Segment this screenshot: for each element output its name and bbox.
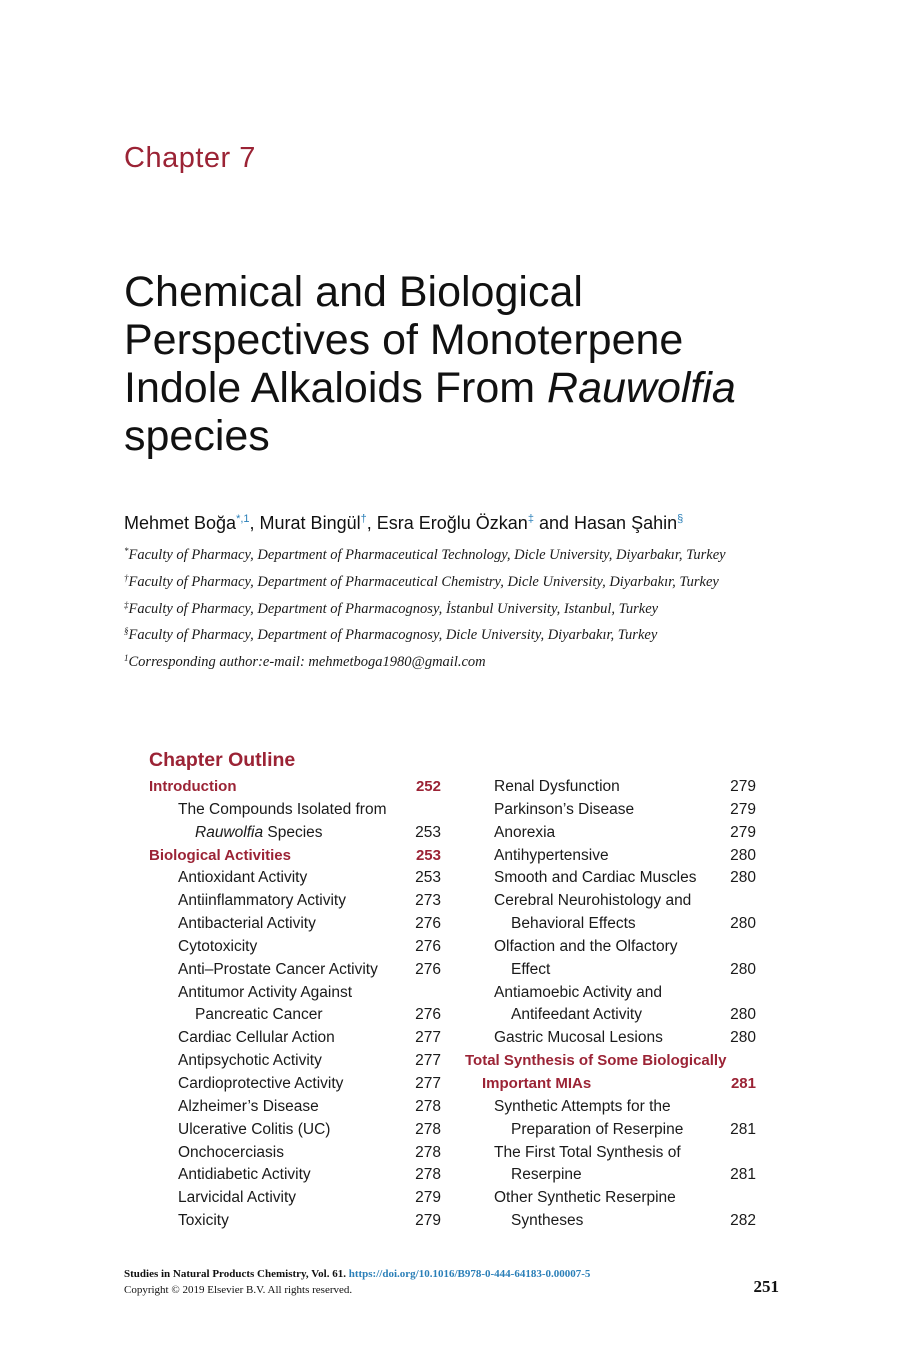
toc-page: 277 (415, 1029, 441, 1047)
toc-page: 282 (730, 1212, 756, 1230)
title-line: Chemical and Biological (124, 268, 583, 316)
affiliation: †Faculty of Pharmacy, Department of Pharmaceutical Chemistry, Dicle University, Diyarbakır, Turkey (124, 572, 719, 590)
toc-entry-link[interactable]: Renal Dysfunction 279 (465, 776, 756, 799)
author-connector: and (538, 513, 570, 533)
toc-page: 276 (415, 1006, 441, 1024)
toc-page: 280 (730, 846, 756, 864)
author-name: Esra Eroğlu Özkan (376, 513, 528, 533)
corresponding-author: $^1$Corresponding author:e-mail: mehmetboga1980@gmail.com (124, 653, 486, 671)
toc-entry-link[interactable]: Antipsychotic Activity 277 (149, 1050, 441, 1073)
author-mark[interactable]: ‡ (527, 513, 534, 525)
affiliation-mark: † (124, 572, 129, 583)
toc-entry-link[interactable]: Toxicity 279 (149, 1210, 441, 1233)
toc-entry-link[interactable]: Cytotoxicity 276 (149, 936, 441, 959)
toc-entry-link[interactable]: Smooth and Cardiac Muscles 280 (465, 867, 756, 890)
affiliation-mark: § (124, 626, 129, 637)
toc-entry-link[interactable]: Parkinson’s Disease 279 (465, 799, 756, 822)
toc-entry-link[interactable]: Alzheimer’s Disease 278 (149, 1096, 441, 1119)
toc-page: 280 (730, 1006, 756, 1024)
toc-entry-link[interactable]: Antidiabetic Activity 278 (149, 1164, 441, 1187)
toc-entry-link[interactable]: Onchocerciasis 278 (149, 1142, 441, 1165)
author-list: Mehmet Boğa$^{*,1}$, Murat Bingül†, Esra Eroğlu Özkan‡ and Hasan Şahin§ (124, 513, 684, 533)
toc-entry-link[interactable]: Cardioprotective Activity 277 (149, 1073, 441, 1096)
title-line: Indole Alkaloids From Rauwolfia (124, 364, 736, 412)
page-footer (124, 1266, 780, 1298)
affiliation-mark: 1 (124, 653, 129, 664)
genus-name: Rauwolfia (547, 364, 736, 412)
toc-entry-link[interactable]: Antitumor Activity Against Pancreatic Cancer 276 (149, 982, 441, 1028)
toc-page: 273 (415, 892, 441, 910)
chapter-title (124, 268, 824, 460)
toc-entry-link[interactable]: Antihypertensive 280 (465, 845, 756, 868)
toc-entry-link[interactable]: Antiinflammatory Activity 273 (149, 890, 441, 913)
author-name: Hasan Şahin (574, 513, 678, 533)
affiliation-mark: * (124, 546, 129, 556)
affiliation: ‡Faculty of Pharmacy, Department of Pharmacognosy, İstanbul University, Istanbul, Turkey (124, 599, 659, 617)
toc-entry-link[interactable]: Cerebral Neurohistology and Behavioral Effects 280 (465, 890, 756, 936)
toc-page: 276 (415, 915, 441, 933)
toc-page: 280 (730, 1029, 756, 1047)
toc-entry-link[interactable]: Cardiac Cellular Action 277 (149, 1027, 441, 1050)
page-number: 251 (753, 1277, 779, 1296)
toc-page: 281 (730, 1166, 756, 1184)
author-mark[interactable]: § (677, 513, 684, 525)
toc-entry-link[interactable]: Ulcerative Colitis (UC) 278 (149, 1119, 441, 1142)
toc-page: 278 (415, 1143, 441, 1161)
title-line: species (124, 412, 270, 460)
toc-page: 280 (730, 960, 756, 978)
outline-column-left (149, 776, 441, 1233)
author-mark[interactable]: *,1 (236, 513, 250, 525)
toc-page: 279 (730, 823, 756, 841)
toc-page: 252 (415, 778, 441, 795)
toc-page: 276 (415, 937, 441, 955)
toc-section-link[interactable]: Biological Activities 253 (149, 845, 441, 868)
journal-name: Studies in Natural Products Chemistry, Vol. 61. (124, 1268, 346, 1280)
toc-page: 278 (415, 1097, 441, 1115)
affiliations (124, 540, 784, 674)
toc-entry-link[interactable]: Antibacterial Activity 276 (149, 913, 441, 936)
toc-entry-link[interactable]: Synthetic Attempts for the Preparation of Reserpine 281 (465, 1096, 756, 1142)
author-name: Murat Bingül (259, 513, 361, 533)
footer-citation (124, 1266, 780, 1282)
toc-page: 253 (415, 846, 441, 864)
toc-page: 280 (730, 869, 756, 887)
toc-entry-link[interactable]: Other Synthetic Reserpine Syntheses 282 (465, 1187, 756, 1233)
chapter-outline-heading: Chapter Outline (149, 749, 296, 771)
toc-page: 279 (415, 1212, 441, 1230)
affiliation: *Faculty of Pharmacy, Department of Pharmaceutical Technology, Dicle University, Diyarbakır, Turkey (124, 546, 726, 563)
toc-entry-link[interactable]: Olfaction and the Olfactory Effect 280 (465, 936, 756, 982)
toc-entry-link[interactable]: The Compounds Isolated from Rauwolfia Species 253 (149, 799, 441, 845)
affiliation: §Faculty of Pharmacy, Department of Pharmacognosy, Dicle University, Diyarbakır, Turkey (124, 626, 658, 644)
toc-entry-link[interactable]: Anorexia 279 (465, 822, 756, 845)
toc-page: 253 (415, 869, 441, 887)
doi-link[interactable]: https://doi.org/10.1016/B978-0-444-64183-0.00007-5 (348, 1268, 591, 1280)
toc-page: 278 (415, 1120, 441, 1138)
title-line: Perspectives of Monoterpene (124, 316, 684, 364)
toc-page: 253 (415, 823, 441, 841)
toc-page: 276 (415, 960, 441, 978)
toc-page: 279 (730, 778, 756, 795)
toc-entry-link[interactable]: The First Total Synthesis of Reserpine 281 (465, 1142, 756, 1188)
author-mark[interactable]: † (360, 513, 367, 525)
author-name: Mehmet Boğa (124, 513, 237, 533)
outline-column-right (465, 776, 756, 1233)
toc-page: 278 (415, 1166, 441, 1184)
toc-section-link[interactable]: Introduction 252 (149, 776, 441, 799)
affiliation-mark: ‡ (124, 599, 129, 610)
toc-page: 281 (730, 1120, 756, 1138)
toc-page: 277 (415, 1074, 441, 1092)
toc-entry-link[interactable]: Gastric Mucosal Lesions 280 (465, 1027, 756, 1050)
toc-entry-link[interactable]: Larvicidal Activity 279 (149, 1187, 441, 1210)
toc-page: 281 (730, 1074, 756, 1092)
chapter-label: Chapter 7 (124, 142, 256, 174)
toc-page: 280 (730, 915, 756, 933)
toc-page: 279 (730, 800, 756, 818)
toc-entry-link[interactable]: Antioxidant Activity 253 (149, 867, 441, 890)
copyright-notice: Copyright © 2019 Elsevier B.V. All rights reserved. (124, 1284, 353, 1296)
toc-page: 279 (415, 1189, 441, 1207)
toc-entry-link[interactable]: Antiamoebic Activity and Antifeedant Activity 280 (465, 982, 756, 1028)
toc-section-link[interactable]: Total Synthesis of Some Biologically Important MIAs 281 (465, 1050, 756, 1096)
toc-entry-link[interactable]: Anti–Prostate Cancer Activity 276 (149, 959, 441, 982)
toc-page: 277 (415, 1052, 441, 1070)
